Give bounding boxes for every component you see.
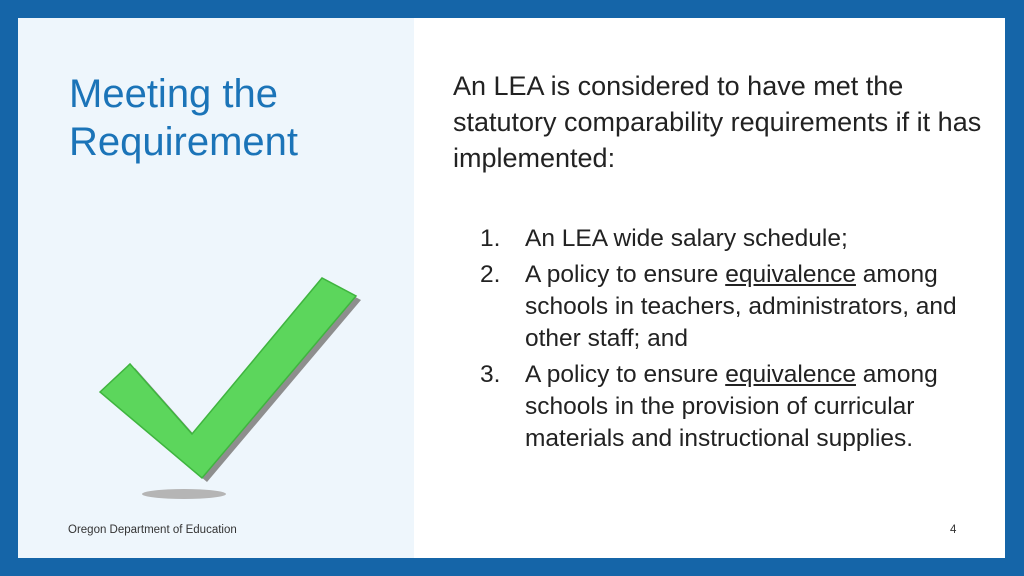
- intro-text: An LEA is considered to have met the statutory comparability requirements if it has implemented:: [453, 71, 982, 173]
- requirement-item: [480, 259, 990, 355]
- requirements-list: [480, 223, 990, 459]
- page-number: 4: [950, 524, 957, 536]
- requirement-text: An LEA wide salary schedule;: [525, 225, 848, 252]
- slide: [18, 18, 1005, 558]
- left-panel: [18, 18, 414, 558]
- footer-organization: Oregon Department of Education: [68, 524, 237, 536]
- slide-title: Meeting the Requirement: [69, 72, 299, 164]
- requirement-item: [480, 223, 990, 255]
- requirement-text: A policy to ensure: [525, 261, 726, 288]
- requirement-number: 3.: [480, 361, 501, 388]
- underlined-term: equivalence: [725, 361, 856, 388]
- underlined-term: equivalence: [725, 261, 856, 288]
- requirement-text: A policy to ensure: [525, 361, 726, 388]
- requirement-number: 1.: [480, 225, 501, 252]
- requirement-number: 2.: [480, 261, 501, 288]
- requirement-item: [480, 359, 990, 455]
- checkmark-icon: [84, 256, 374, 506]
- requirement-text-end: among schools in teachers, administrators, and other staff; and: [525, 261, 957, 352]
- requirement-text-end: among schools in the provision of curricular materials and instructional supplies.: [525, 361, 938, 452]
